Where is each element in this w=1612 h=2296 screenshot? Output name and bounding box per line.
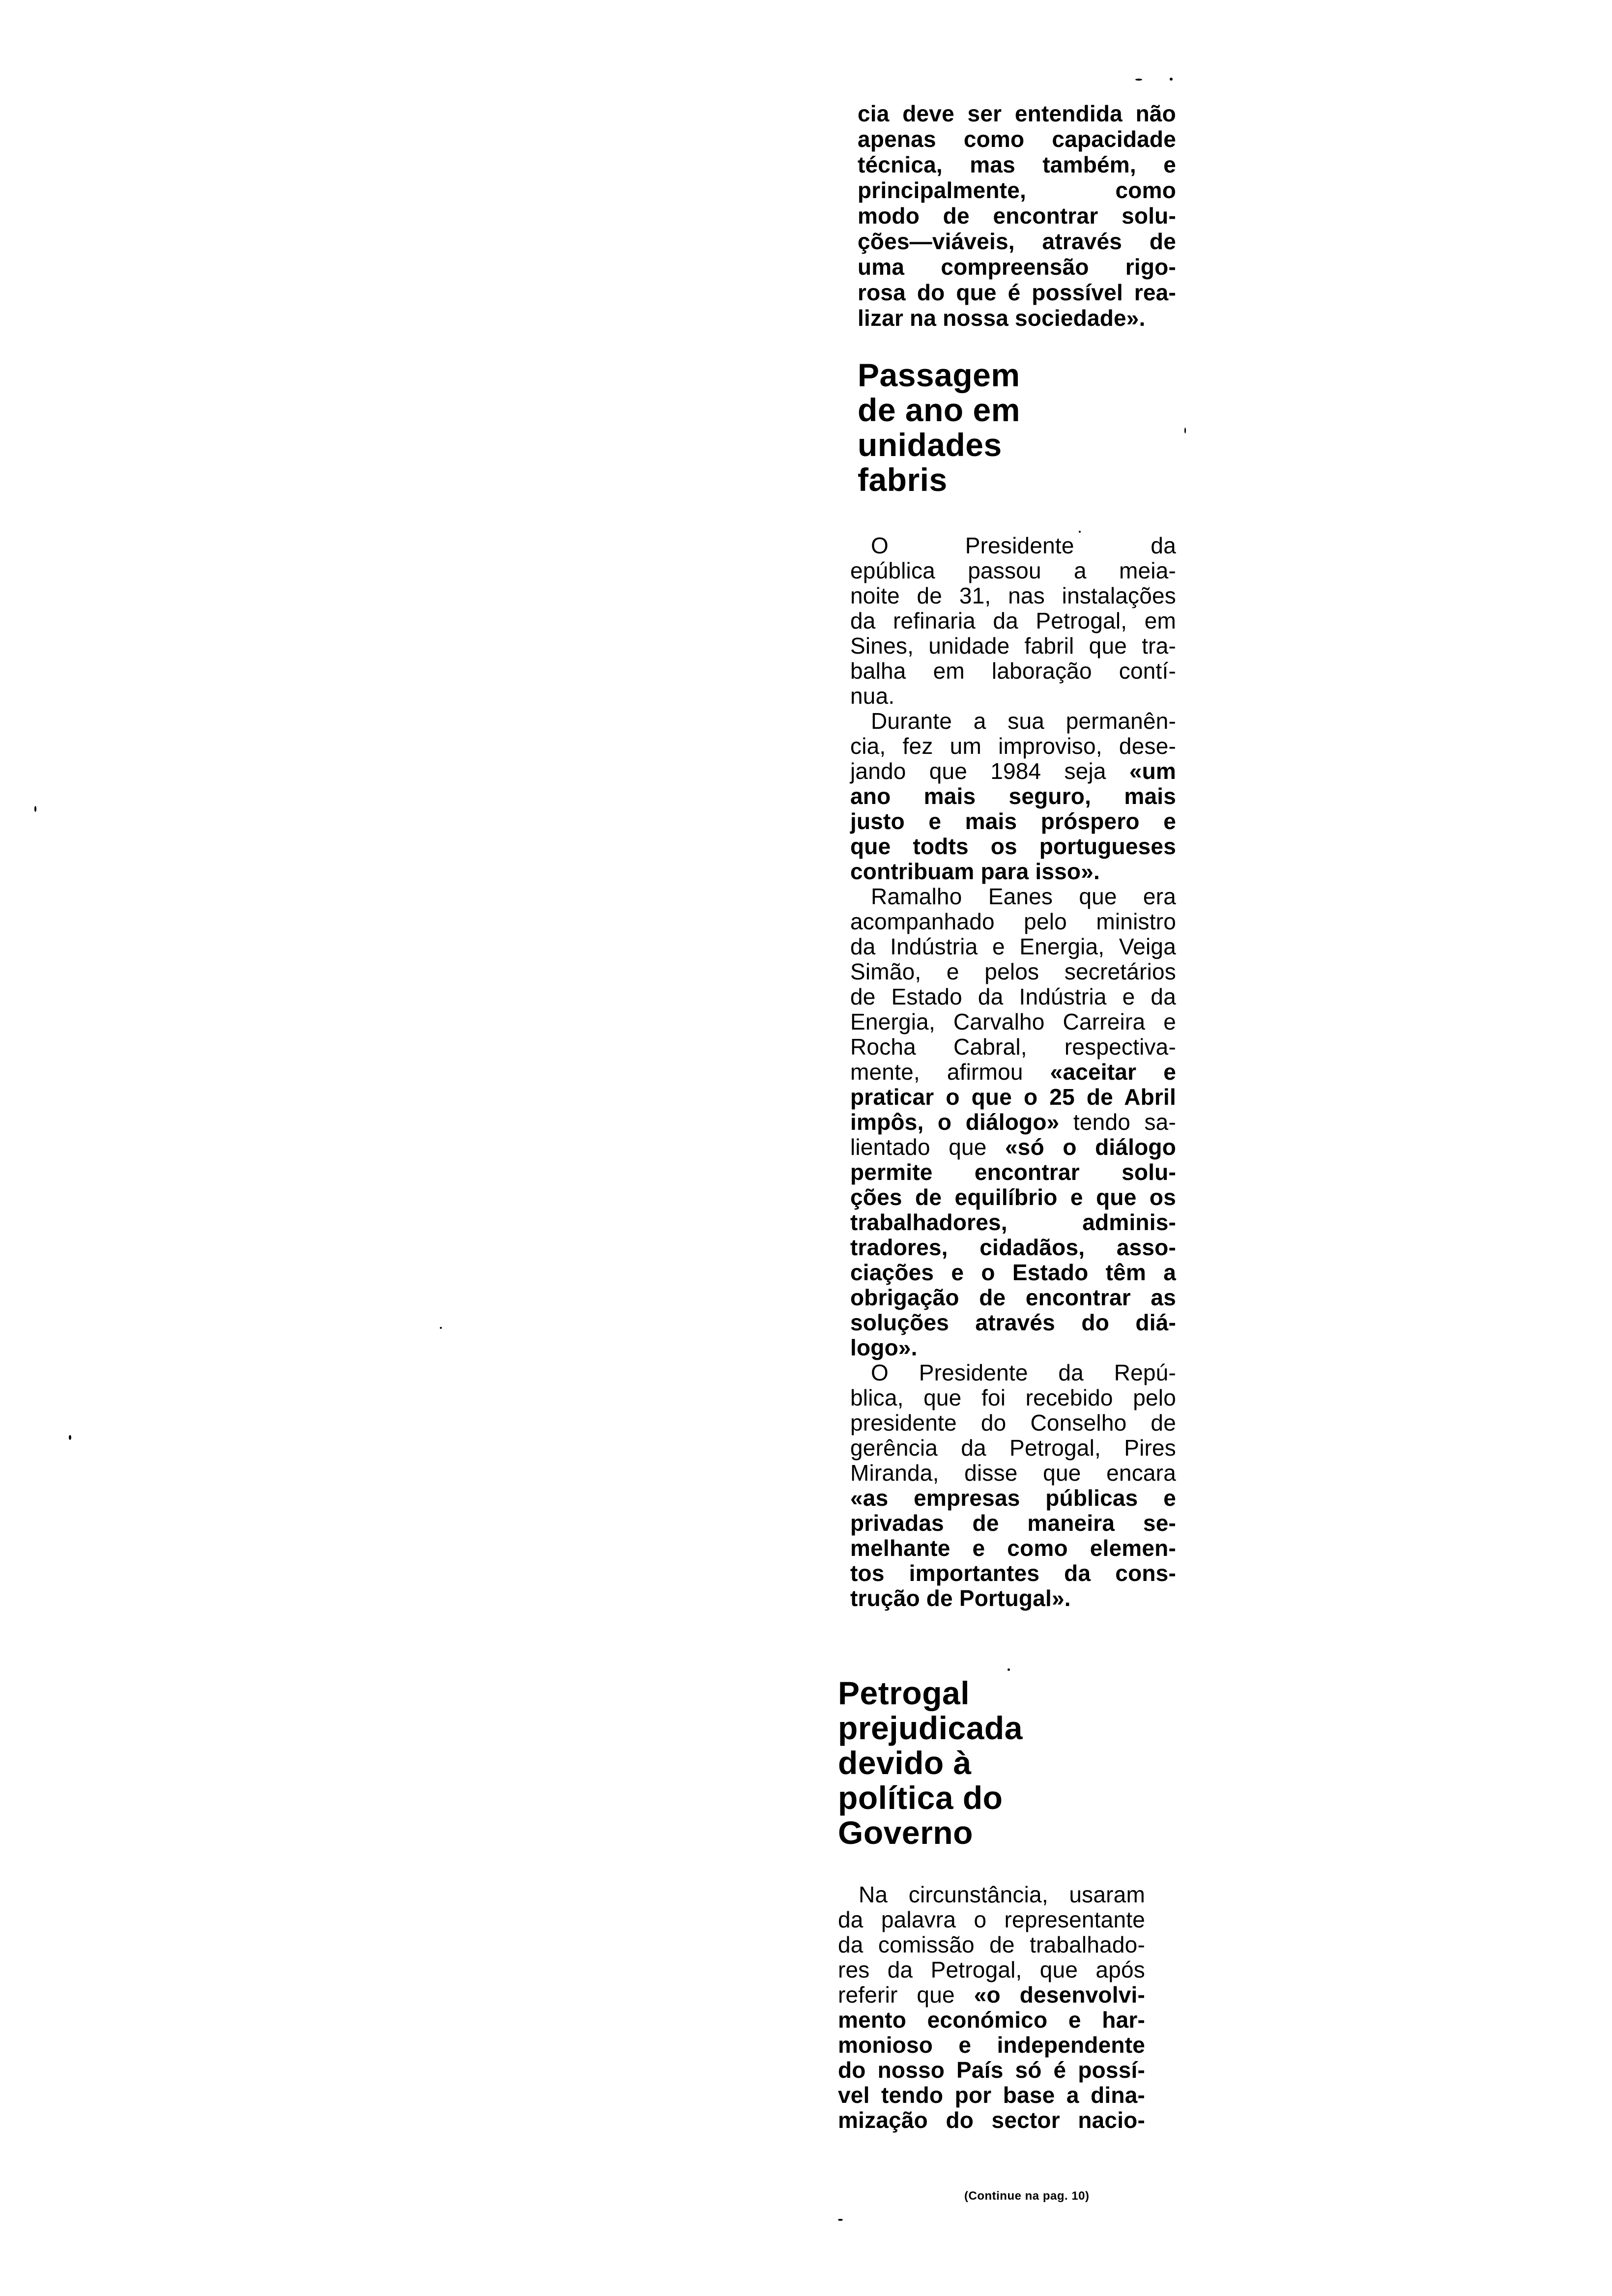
text-line [850, 1085, 1176, 1110]
text-line [850, 1511, 1176, 1536]
scan-speck [69, 1435, 71, 1440]
bold-quote-text: que todts os portugueses [850, 833, 1176, 859]
text-line [850, 608, 1176, 633]
bold-quote-text: trução de Portugal». [850, 1585, 1071, 1611]
text-line [850, 984, 1176, 1009]
body-text: referir que [838, 1982, 974, 2008]
text-line [850, 1435, 1176, 1461]
text-line [850, 884, 1176, 909]
bold-quote-text: tos importantes da cons- [850, 1560, 1176, 1586]
bold-quote-text: contribuam para isso». [850, 859, 1100, 884]
body-text: Durante a sua permanên- [871, 708, 1176, 734]
body-text: Energia, Carvalho Carreira e [850, 1009, 1176, 1034]
bold-quote-text: privadas de maneira se- [850, 1510, 1176, 1536]
text-line [858, 280, 1176, 305]
text-line [850, 1586, 1176, 1611]
text-line [850, 1360, 1176, 1385]
heading-line: política do [838, 1779, 1003, 1816]
text-line [850, 1335, 1176, 1360]
heading-line: prejudicada [838, 1710, 1023, 1746]
text-line [850, 1536, 1176, 1561]
text-line [858, 305, 1176, 331]
bold-quote-text: cia deve ser entendida não [858, 101, 1176, 126]
body-text: cia, fez um improviso, dese- [850, 733, 1176, 759]
text-line [850, 1110, 1176, 1135]
body-text: da refinaria da Petrogal, em [850, 608, 1176, 633]
text-line [850, 734, 1176, 759]
scan-speck [838, 2219, 843, 2221]
bold-quote-text: permite encontrar solu- [850, 1159, 1176, 1185]
bold-quote-text: praticar o que o 25 de Abril [850, 1084, 1176, 1110]
bold-quote-text: obrigação de encontrar as [850, 1285, 1176, 1310]
body-text: de Estado da Indústria e da [850, 984, 1176, 1009]
bold-quote-text: ções—viáveis, através de [858, 229, 1176, 254]
text-line [850, 1461, 1176, 1486]
text-line [850, 1410, 1176, 1435]
continuation-note: (Continue na pag. 10) [964, 2189, 1090, 2203]
body-text: Simão, e pelos secretários [850, 959, 1176, 984]
bold-quote-text: uma compreensão rigo- [858, 254, 1176, 280]
body-text: presidente do Conselho de [850, 1410, 1176, 1435]
bold-quote-text: rosa do que é possível rea- [858, 280, 1176, 305]
heading-line: Petrogal [838, 1675, 970, 1711]
text-line [838, 1882, 1145, 1907]
text-line [838, 1932, 1145, 1957]
bold-quote-text: tradores, cidadãos, asso- [850, 1234, 1176, 1260]
bold-quote-text: modo de encontrar solu- [858, 203, 1176, 229]
text-line [850, 1385, 1176, 1410]
text-line [850, 633, 1176, 659]
bold-quote-text: trabalhadores, adminis- [850, 1209, 1176, 1235]
text-line [850, 1235, 1176, 1260]
scan-speck [1135, 79, 1142, 81]
body-text: lientado que [850, 1134, 1005, 1160]
body-text: gerência da Petrogal, Pires [850, 1435, 1176, 1461]
heading-line: fabris [858, 461, 948, 498]
bold-quote-text: principalmente, como [858, 177, 1176, 203]
body-text: da Indústria e Energia, Veiga [850, 934, 1176, 959]
text-line [850, 809, 1176, 834]
body-text: da comissão de trabalhado- [838, 1932, 1145, 1957]
text-line [838, 1907, 1145, 1932]
body-text: mente, afirmou [850, 1059, 1050, 1085]
text-line [850, 1561, 1176, 1586]
heading-line: Passagem [858, 357, 1020, 393]
text-line [858, 254, 1176, 280]
section-heading-petrogal [838, 1676, 1023, 1850]
bold-quote-text: ciações e o Estado têm a [850, 1260, 1176, 1285]
text-line [850, 659, 1176, 684]
bold-quote-text: mização do sector nacio- [838, 2107, 1145, 2133]
text-line [838, 1982, 1145, 2008]
scan-speck [34, 806, 36, 812]
intro-paragraph [858, 101, 1176, 331]
bold-quote-text: logo». [850, 1335, 918, 1360]
bold-quote-text: vel tendo por base a dina- [838, 2082, 1145, 2108]
heading-line: Governo [838, 1814, 973, 1851]
bold-quote-text: técnica, mas também, e [858, 152, 1176, 177]
text-line [850, 1135, 1176, 1160]
bold-quote-text: «as empresas públicas e [850, 1485, 1176, 1511]
text-line [850, 1034, 1176, 1060]
body-text: Na circunstância, usaram [859, 1882, 1145, 1907]
text-line [850, 1486, 1176, 1511]
heading-line: devido à [838, 1745, 972, 1781]
text-line [850, 1260, 1176, 1285]
text-line [850, 684, 1176, 709]
section-body-passagem [850, 533, 1176, 1611]
bold-quote-text: soluções através do diá- [850, 1310, 1176, 1335]
text-line [838, 2058, 1145, 2083]
text-line [850, 1160, 1176, 1185]
text-line [858, 177, 1176, 203]
text-line [850, 759, 1176, 784]
heading-line: de ano em [858, 392, 1020, 428]
bold-quote-text: lizar na nossa sociedade». [858, 305, 1146, 331]
bold-quote-text: «só o diálogo [1005, 1134, 1177, 1160]
body-text: noite de 31, nas instalações [850, 583, 1176, 608]
body-text: O Presidente da Repú- [871, 1360, 1176, 1385]
bold-quote-text: ções de equilíbrio e que os [850, 1184, 1176, 1210]
text-line [850, 533, 1176, 558]
section-heading-passagem [858, 358, 1020, 497]
bold-quote-text: ano mais seguro, mais [850, 783, 1176, 809]
text-line [850, 558, 1176, 583]
text-line [838, 1957, 1145, 1982]
scan-speck [1184, 428, 1186, 433]
text-line [850, 859, 1176, 884]
scan-speck [1079, 531, 1081, 533]
text-line [850, 834, 1176, 859]
text-line [850, 909, 1176, 934]
text-line [850, 583, 1176, 608]
text-line [858, 229, 1176, 254]
scan-speck [1008, 1668, 1010, 1671]
bold-quote-text: apenas como capacidade [858, 126, 1176, 152]
body-text: epública passou a meia- [850, 558, 1176, 583]
text-line [850, 784, 1176, 809]
text-line [858, 101, 1176, 126]
text-line [850, 709, 1176, 734]
bold-quote-text: justo e mais próspero e [850, 808, 1176, 834]
text-line [838, 2083, 1145, 2108]
body-text: Miranda, disse que encara [850, 1460, 1176, 1486]
bold-quote-text: «o desenvolvi- [974, 1982, 1145, 2008]
body-text: Ramalho Eanes que era [871, 884, 1176, 909]
text-line [850, 934, 1176, 959]
text-line [850, 1060, 1176, 1085]
text-line [838, 2108, 1145, 2133]
bold-quote-text: mento económico e har- [838, 2007, 1145, 2033]
section-body-petrogal [838, 1882, 1145, 2133]
body-text: tendo sa- [1059, 1109, 1176, 1135]
body-text: res da Petrogal, que após [838, 1957, 1145, 1982]
body-text: Sines, unidade fabril que tra- [850, 633, 1176, 659]
body-text: blica, que foi recebido pelo [850, 1385, 1176, 1410]
body-text: O Presidente da [871, 533, 1176, 558]
bold-quote-text: «um [1129, 758, 1176, 784]
heading-line: unidades [858, 427, 1002, 463]
text-line [850, 1310, 1176, 1335]
scan-speck [1170, 78, 1173, 81]
text-line [838, 2033, 1145, 2058]
body-text: balha em laboração contí- [850, 658, 1176, 684]
text-line [850, 959, 1176, 984]
text-line [858, 203, 1176, 229]
scan-speck [440, 1327, 442, 1329]
text-line [858, 126, 1176, 152]
text-line [850, 1210, 1176, 1235]
text-line [850, 1285, 1176, 1310]
bold-quote-text: monioso e independente [838, 2032, 1145, 2058]
text-line [850, 1185, 1176, 1210]
bold-quote-text: melhante e como elemen- [850, 1535, 1176, 1561]
body-text: acompanhado pelo ministro [850, 909, 1176, 934]
bold-quote-text: impôs, o diálogo» [850, 1109, 1060, 1135]
body-text: da palavra o representante [838, 1907, 1145, 1932]
body-text: Rocha Cabral, respectiva- [850, 1034, 1176, 1060]
bold-quote-text: «aceitar e [1050, 1059, 1176, 1085]
body-text: nua. [850, 683, 895, 709]
text-line [838, 2008, 1145, 2033]
text-line [850, 1009, 1176, 1034]
body-text: jando que 1984 seja [850, 758, 1129, 784]
bold-quote-text: do nosso País só é possí- [838, 2057, 1145, 2083]
text-line [858, 152, 1176, 177]
